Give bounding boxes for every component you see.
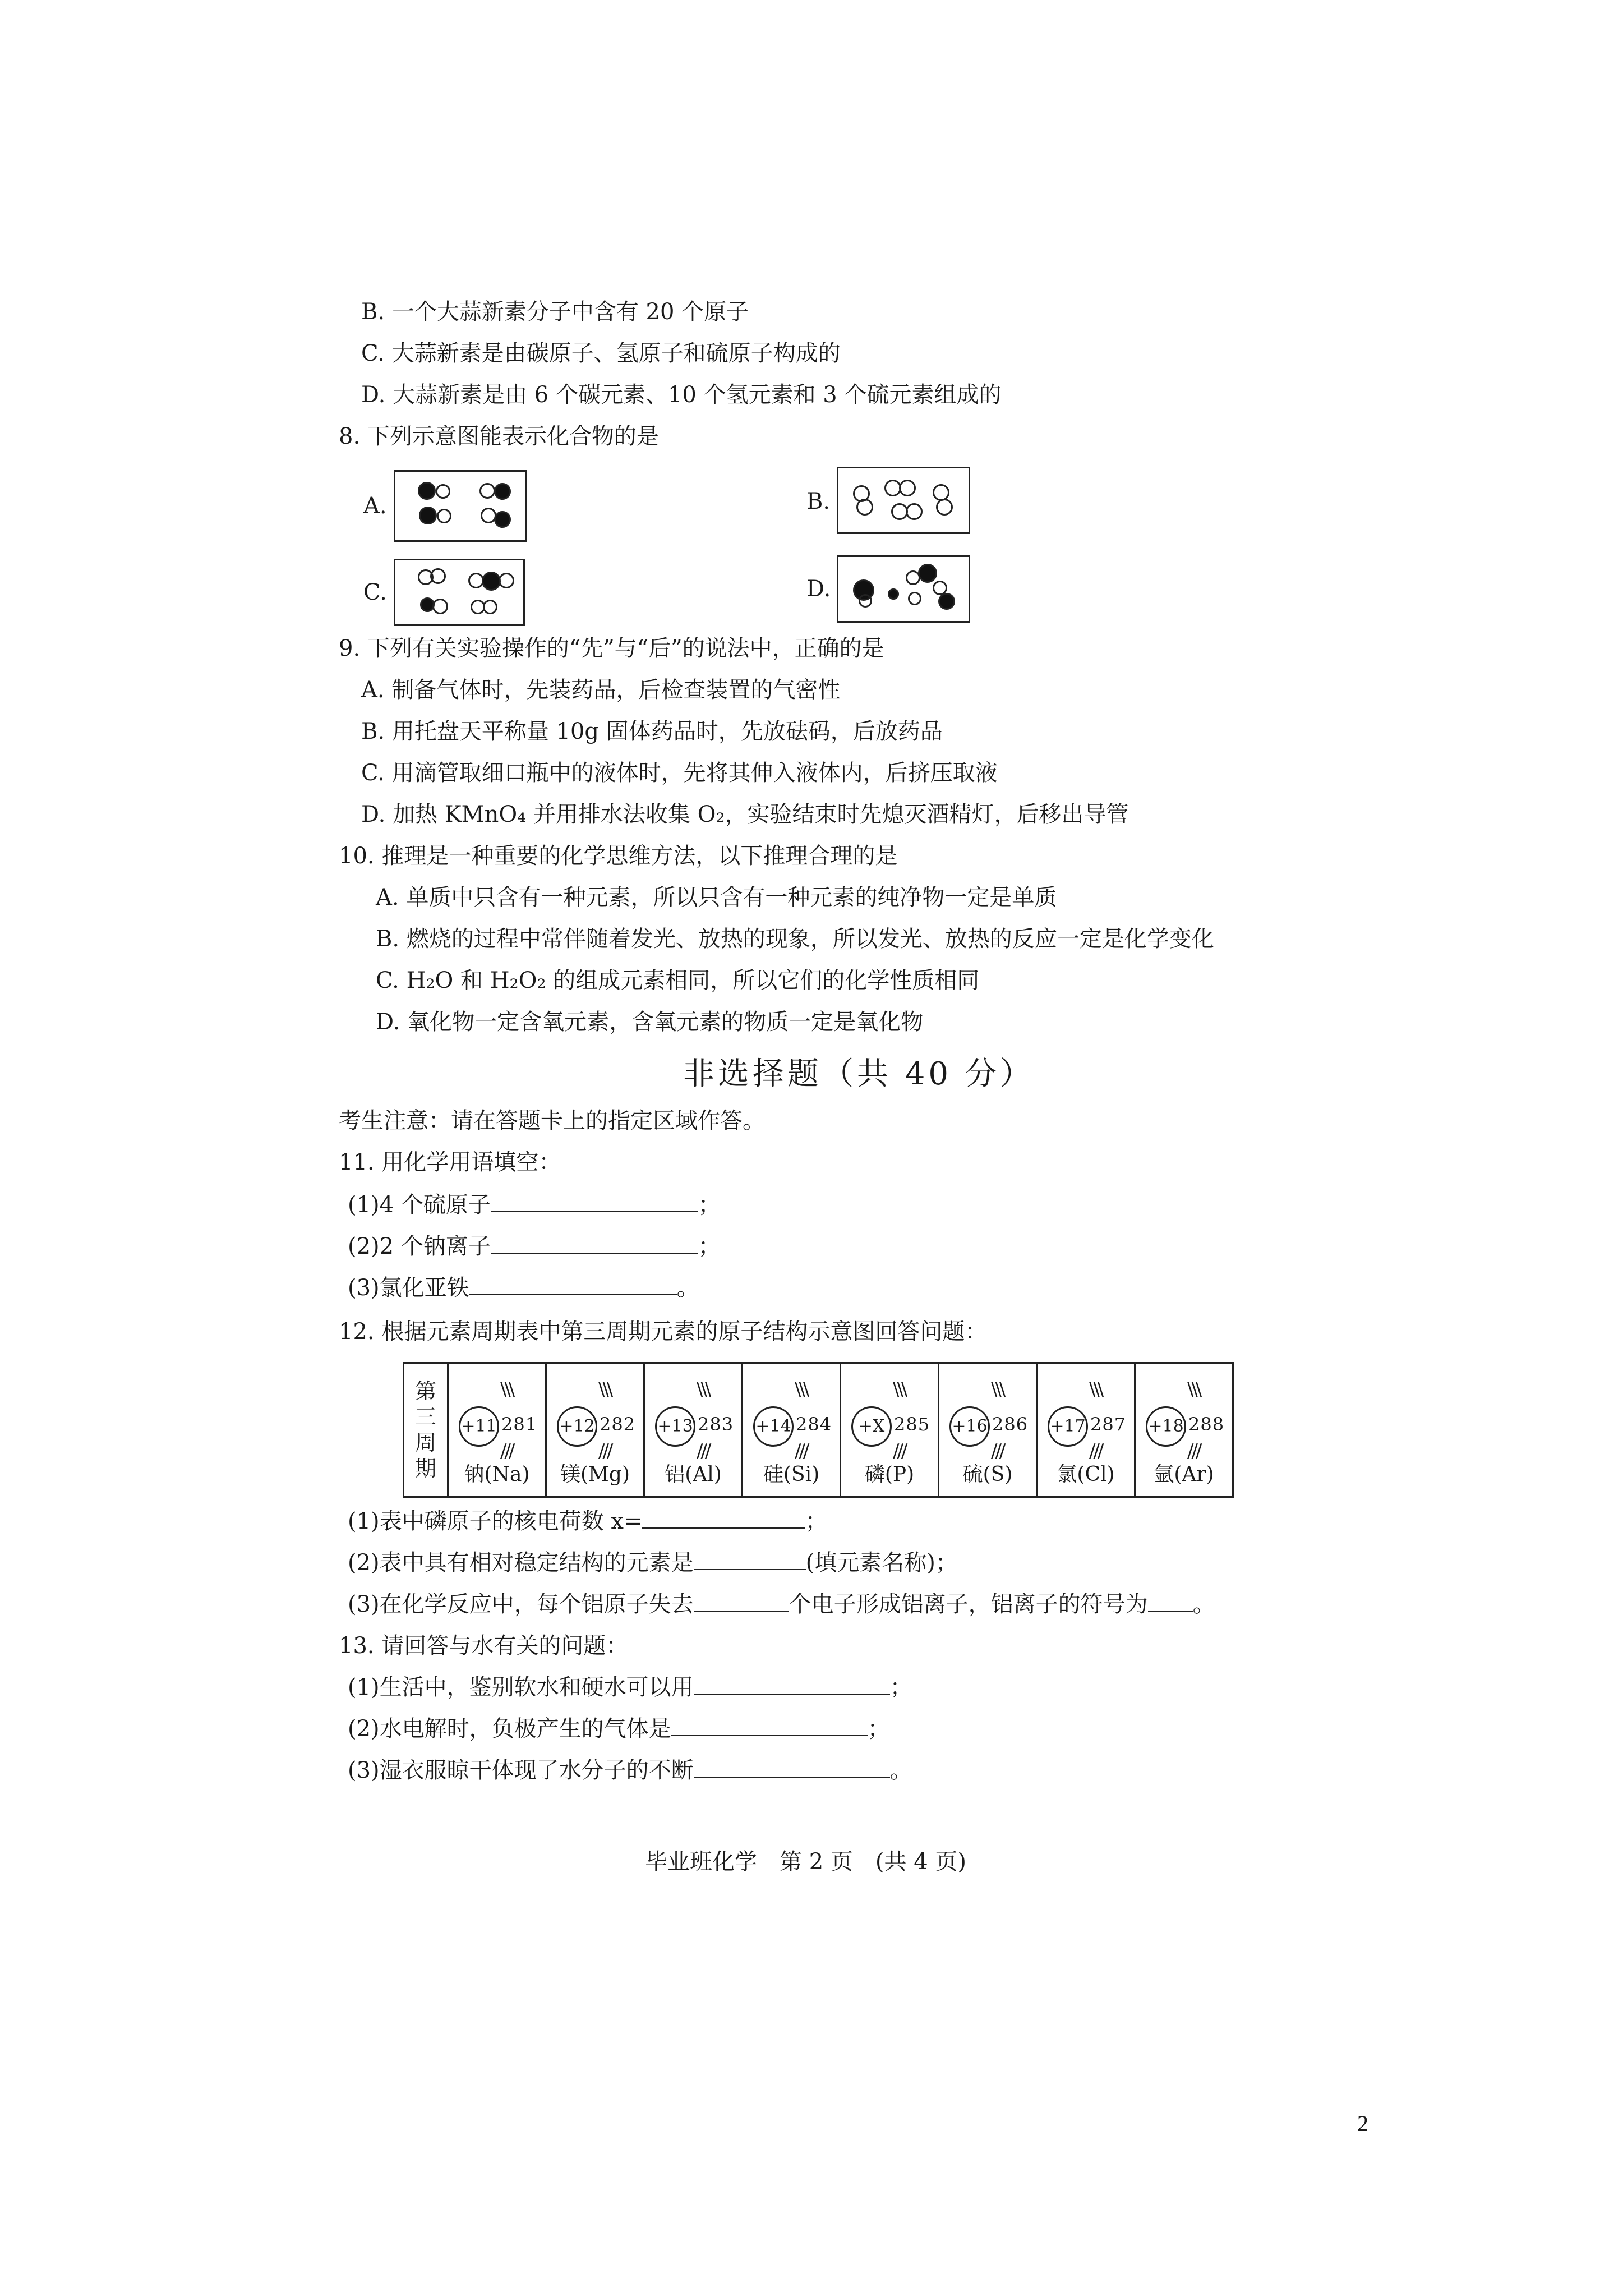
q8-diagram-d (837, 555, 970, 623)
q8-label-a: A. (363, 493, 387, 519)
shell-arcs: /// (1187, 1440, 1200, 1462)
row-header-char: 三 (414, 1405, 436, 1429)
atom-black (494, 511, 511, 528)
q12-part-2-end: (填元素名称)； (805, 1550, 958, 1576)
atom-white (430, 568, 446, 584)
q11-part-2-text: (2)2 个钠离子 (348, 1234, 491, 1259)
q13-part-3-text: (3)湿衣服晾干体现了水分子的不断 (348, 1757, 694, 1783)
shell-arcs: \\\ (598, 1378, 611, 1401)
shell-arcs: /// (598, 1440, 611, 1462)
atom-black (418, 482, 436, 500)
shell-arcs: \\\ (991, 1378, 1004, 1401)
row-header-char: 周 (414, 1430, 436, 1455)
atom-white (436, 484, 450, 499)
atom-white (432, 599, 448, 614)
q13-blank-1[interactable] (694, 1673, 890, 1695)
q11-part-3 (348, 1273, 699, 1303)
q13-part-2 (348, 1714, 890, 1743)
atom-white (479, 483, 495, 499)
atom-black (419, 507, 437, 524)
q7-option-c: C. 大蒜新素是由碳原子、氢原子和硫原子构成的 (361, 341, 841, 366)
q8-label-d: D. (806, 576, 831, 602)
q12-part-3-text-a: (3)在化学反应中，每个铝原子失去 (348, 1591, 694, 1617)
element-name: 镁(Mg) (560, 1463, 630, 1486)
q13-part-1-end: ； (889, 1674, 912, 1700)
page-footer: 毕业班化学 第 2 页 (共 4 页) (645, 1849, 966, 1875)
element-name: 铝(Al) (665, 1463, 722, 1486)
element-name: 硅(Si) (763, 1463, 820, 1486)
shell-arcs: \\\ (697, 1378, 709, 1401)
q12-part-1-text: (1)表中磷原子的核电荷数 x= (348, 1508, 643, 1534)
q12-blank-3[interactable] (694, 1590, 789, 1612)
atom-black (494, 483, 511, 500)
atom-black (482, 572, 501, 591)
q11-blank-2[interactable] (491, 1232, 698, 1254)
nucleus: +16 (949, 1406, 990, 1447)
q13-part-2-text: (2)水电解时，负极产生的气体是 (348, 1716, 671, 1742)
nucleus: +18 (1146, 1406, 1186, 1447)
q11-part-3-end: 。 (676, 1275, 699, 1301)
section-title: 非选择题（共 40 分） (683, 1056, 1035, 1092)
q12-part-2 (348, 1548, 958, 1577)
q13-part-3-end: 。 (889, 1757, 912, 1783)
q11-part-3-text: (3)氯化亚铁 (348, 1275, 469, 1301)
shell-arcs: /// (500, 1440, 513, 1462)
atom-white (437, 509, 451, 523)
q11-part-1-text: (1)4 个硫原子 (348, 1192, 491, 1218)
q11-part-1-end: ； (698, 1192, 721, 1218)
shell-arcs: /// (795, 1440, 808, 1462)
element-cell-ar (1135, 1363, 1233, 1497)
atom-white (908, 592, 921, 605)
shell-arcs: /// (893, 1440, 906, 1462)
q12-part-1-end: ； (805, 1508, 828, 1534)
electron-shells: 286 (992, 1414, 1029, 1435)
row-header-char: 期 (414, 1456, 436, 1481)
shell-arcs: \\\ (893, 1378, 906, 1401)
shell-arcs: \\\ (795, 1378, 808, 1401)
shell-arcs: \\\ (500, 1378, 513, 1401)
q12-part-1 (348, 1507, 827, 1536)
element-cell-si (743, 1363, 841, 1497)
shell-arcs: \\\ (1089, 1378, 1102, 1401)
q8-label-b: B. (806, 489, 831, 514)
q8-title: 8. 下列示意图能表示化合物的是 (339, 424, 659, 449)
atom-white (936, 499, 953, 516)
nucleus: +13 (655, 1406, 695, 1447)
atom-black (918, 564, 937, 583)
q8-diagram-b (837, 467, 970, 534)
q10-title: 10. 推理是一种重要的化学思维方法，以下推理合理的是 (339, 843, 898, 869)
q8-diagram-a (394, 470, 527, 542)
atom-black (938, 593, 955, 610)
section-note: 考生注意：请在答题卡上的指定区域作答。 (339, 1108, 765, 1134)
q10-option-d: D. 氧化物一定含氧元素，含氧元素的物质一定是氧化物 (376, 1009, 924, 1035)
electron-shells: 282 (600, 1414, 636, 1435)
atom-white (856, 499, 873, 516)
q11-part-2-end: ； (698, 1234, 721, 1259)
atom-white (933, 484, 949, 501)
q11-part-2 (348, 1232, 721, 1261)
element-name: 氩(Ar) (1154, 1463, 1214, 1486)
shell-arcs: /// (991, 1440, 1004, 1462)
row-header (404, 1363, 448, 1497)
q13-part-1 (348, 1673, 912, 1702)
q12-blank-4[interactable] (1148, 1590, 1193, 1612)
element-cell-mg (546, 1363, 644, 1497)
element-cell-na (448, 1363, 546, 1497)
electron-shells: 285 (894, 1414, 930, 1435)
element-name: 硫(S) (962, 1463, 1013, 1486)
shell-arcs: \\\ (1187, 1378, 1200, 1401)
q7-option-d: D. 大蒜新素是由 6 个碳元素、10 个氢元素和 3 个硫元素组成的 (361, 382, 1002, 408)
q9-option-c: C. 用滴管取细口瓶中的液体时，先将其伸入液体内，后挤压取液 (361, 760, 998, 786)
q12-part-3-end: 。 (1192, 1591, 1215, 1617)
atom-white (859, 594, 872, 608)
q10-option-c: C. H₂O 和 H₂O₂ 的组成元素相同，所以它们的化学性质相同 (376, 968, 980, 993)
row-header-char: 第 (414, 1379, 436, 1404)
q8-diagram-c (394, 559, 525, 626)
q9-option-a: A. 制备气体时，先装药品，后检查装置的气密性 (361, 677, 841, 703)
q8-label-c: C. (363, 579, 387, 605)
q11-blank-1[interactable] (491, 1191, 698, 1212)
atom-white (499, 573, 514, 588)
q10-option-b: B. 燃烧的过程中常伴随着发光、放热的现象，所以发光、放热的反应一定是化学变化 (376, 926, 1214, 952)
shell-arcs: /// (697, 1440, 709, 1462)
q12-part-3 (348, 1590, 1215, 1619)
nucleus: +17 (1048, 1406, 1088, 1447)
q9-option-b: B. 用托盘天平称量 10g 固体药品时，先放砝码，后放药品 (361, 719, 943, 744)
q11-title: 11. 用化学用语填空： (339, 1149, 561, 1175)
nucleus: +14 (753, 1406, 794, 1447)
atom-black (888, 588, 899, 600)
element-name: 氯(Cl) (1057, 1463, 1115, 1486)
q12-blank-2[interactable] (694, 1549, 806, 1570)
element-cell-s (939, 1363, 1037, 1497)
periodic-table-row (403, 1362, 1234, 1498)
atom-white (906, 503, 923, 520)
atom-white (483, 600, 497, 614)
nucleus: +11 (459, 1406, 499, 1447)
electron-shells: 287 (1090, 1414, 1127, 1435)
q12-title: 12. 根据元素周期表中第三周期元素的原子结构示意图回答问题： (339, 1319, 988, 1345)
electron-shells: 283 (698, 1414, 734, 1435)
atom-white (899, 480, 916, 496)
element-cell-p (841, 1363, 939, 1497)
q12-part-2-text: (2)表中具有相对稳定结构的元素是 (348, 1550, 694, 1576)
q13-part-2-end: ； (867, 1716, 890, 1742)
q13-title: 13. 请回答与水有关的问题： (339, 1633, 629, 1659)
q13-part-3 (348, 1756, 912, 1785)
q13-part-1-text: (1)生活中，鉴别软水和硬水可以用 (348, 1674, 694, 1700)
q13-blank-2[interactable] (671, 1715, 868, 1736)
element-name: 磷(P) (864, 1463, 915, 1486)
electron-shells: 284 (796, 1414, 832, 1435)
q9-option-d: D. 加热 KMnO₄ 并用排水法收集 O₂，实验结束时先熄灭酒精灯，后移出导管 (361, 802, 1129, 827)
shell-arcs: /// (1089, 1440, 1102, 1462)
q13-blank-3[interactable] (694, 1756, 890, 1778)
q11-part-1 (348, 1190, 721, 1220)
q12-part-3-text-b: 个电子形成铝离子，铝离子的符号为 (789, 1591, 1148, 1617)
element-name: 钠(Na) (464, 1463, 530, 1486)
electron-shells: 288 (1188, 1414, 1225, 1435)
q7-option-b: B. 一个大蒜新素分子中含有 20 个原子 (361, 299, 749, 325)
nucleus: +12 (557, 1406, 597, 1447)
electron-shells: 281 (501, 1414, 538, 1435)
q10-option-a: A. 单质中只含有一种元素，所以只含有一种元素的纯净物一定是单质 (376, 885, 1057, 910)
element-cell-al (644, 1363, 743, 1497)
q12-blank-1[interactable] (642, 1507, 805, 1529)
q11-blank-3[interactable] (469, 1274, 677, 1295)
nucleus: +X (851, 1406, 892, 1447)
element-cell-cl (1037, 1363, 1135, 1497)
q9-title: 9. 下列有关实验操作的“先”与“后”的说法中，正确的是 (339, 636, 884, 661)
page-number: 2 (1357, 2111, 1368, 2136)
